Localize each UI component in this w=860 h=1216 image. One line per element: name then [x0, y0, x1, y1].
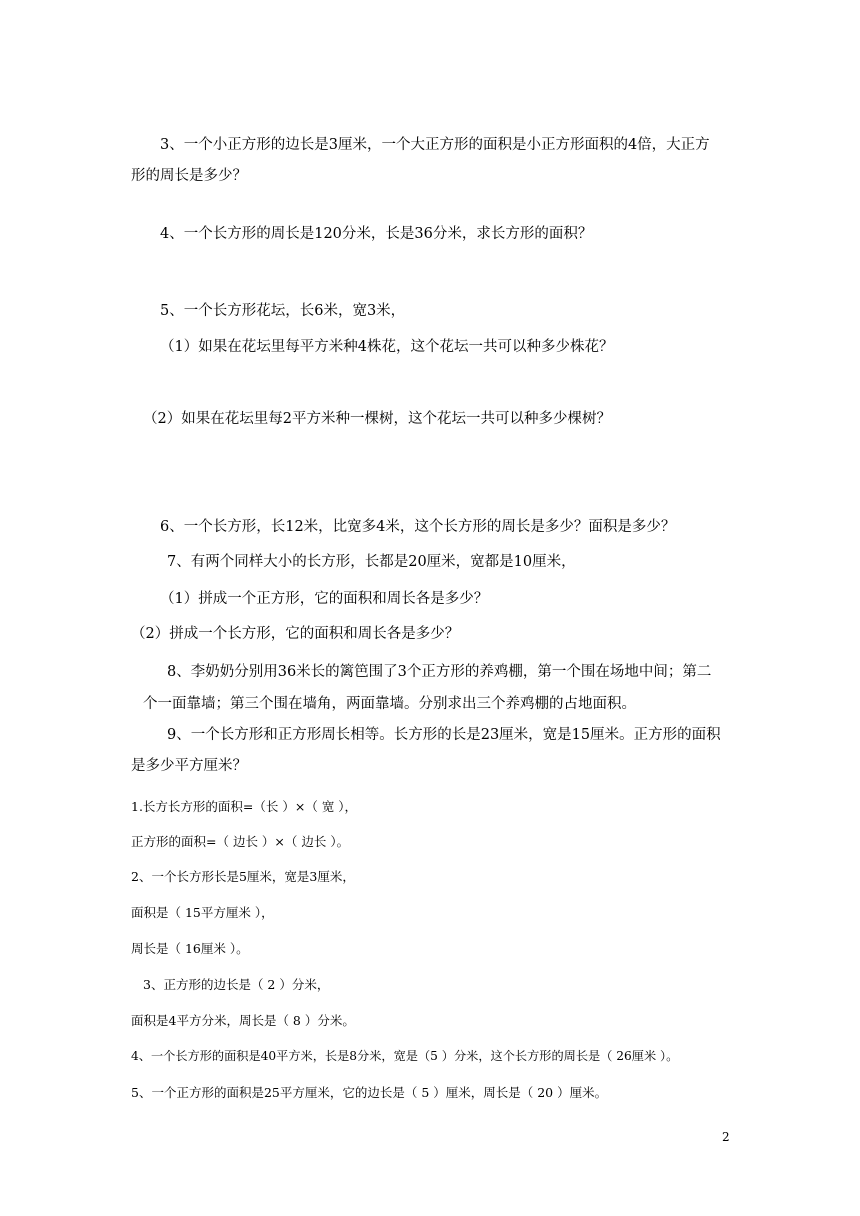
answer-5: 5、一个正方形的面积是25平方厘米，它的边长是（ 5 ）厘米，周长是（ 20 ）厘米。 — [131, 1085, 608, 1100]
answer-3-line-2: 面积是4平方分米，周长是（ 8 ）分米。 — [131, 1013, 355, 1028]
problem-9-line-1: 9、一个长方形和正方形周长相等。长方形的长是23厘米，宽是15厘米。正方形的面积 — [167, 727, 721, 743]
problem-8-line-1: 8、李奶奶分别用36米长的篱笆围了3个正方形的养鸡棚，第一个围在场地中间；第二 — [167, 664, 712, 680]
problem-5-question-2: （2）如果在花坛里每2平方米种一棵树，这个花坛一共可以种多少棵树？ — [143, 411, 611, 427]
problem-7: 7、有两个同样大小的长方形，长都是20厘米，宽都是10厘米， — [167, 554, 576, 570]
answer-1-line-1: 1.长方长方形的面积=（长 ）×（ 宽 ）， — [131, 799, 358, 814]
problem-4: 4、一个长方形的周长是120分米，长是36分米，求长方形的面积？ — [160, 226, 593, 242]
problem-6: 6、一个长方形，长12米，比宽多4米，这个长方形的周长是多少？面积是多少？ — [160, 519, 676, 535]
problem-7-question-1: （1）拼成一个正方形，它的面积和周长各是多少？ — [160, 591, 489, 607]
answer-3-line-1: 3、正方形的边长是（ 2 ）分米， — [143, 977, 330, 992]
problem-3-line-1: 3、一个小正方形的边长是3厘米，一个大正方形的面积是小正方形面积的4倍，大正方 — [160, 137, 710, 153]
answer-2-line-1: 2、一个长方形长是5厘米，宽是3厘米， — [131, 869, 355, 884]
answer-2-line-2: 面积是（ 15平方厘米 ）， — [131, 905, 274, 920]
problem-8-line-2: 个一面靠墙；第三个围在墙角，两面靠墙。分别求出三个养鸡棚的占地面积。 — [143, 696, 636, 712]
problem-5-question-1: （1）如果在花坛里每平方米种4株花，这个花坛一共可以种多少株花？ — [160, 339, 614, 355]
answer-2-line-3: 周长是（ 16厘米 ）。 — [131, 941, 249, 956]
problem-3-line-2: 形的周长是多少？ — [131, 168, 247, 184]
problem-9-line-2: 是多少平方厘米？ — [131, 758, 247, 774]
problem-5: 5、一个长方形花坛，长6米，宽3米， — [160, 303, 406, 319]
answer-1-line-2: 正方形的面积=（ 边长 ）×（ 边长 ）。 — [131, 834, 350, 849]
page-number: 2 — [722, 1130, 730, 1144]
problem-7-question-2: （2）拼成一个长方形，它的面积和周长各是多少？ — [131, 626, 460, 642]
answer-4: 4、一个长方形的面积是40平方米，长是8分米，宽是（5 ）分米，这个长方形的周长是（ 26厘米 ）。 — [131, 1049, 679, 1063]
